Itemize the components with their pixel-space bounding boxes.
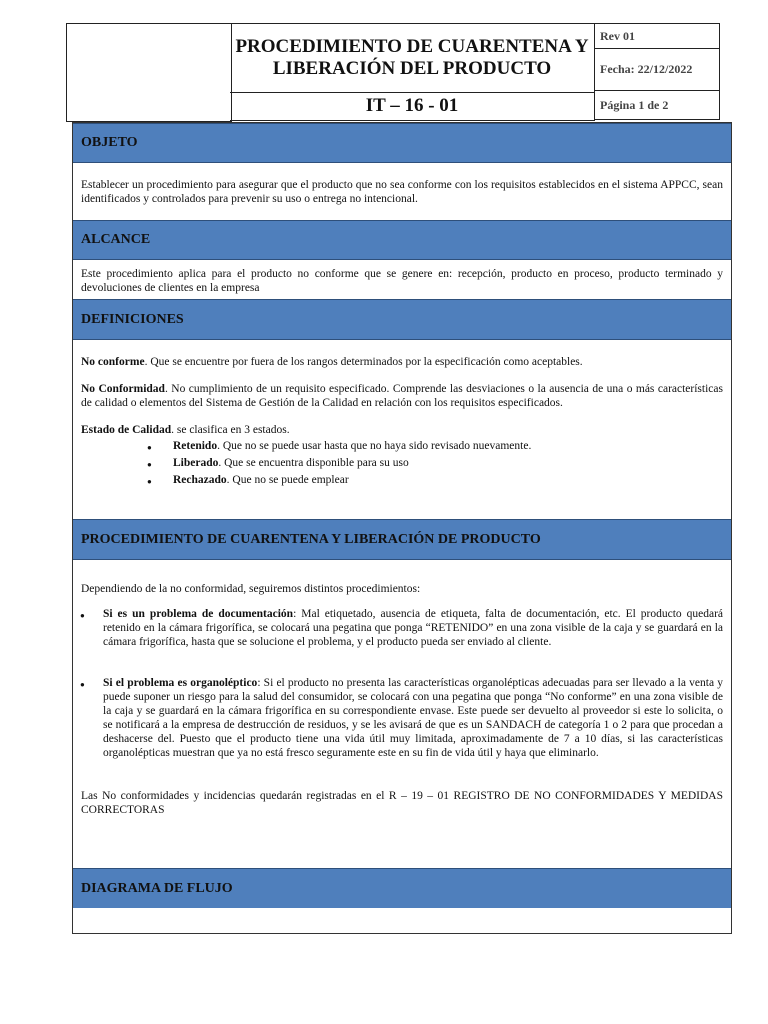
- list-item: [81, 473, 723, 490]
- estado-term: Liberado: [173, 457, 219, 469]
- section-heading-diagrama: DIAGRAMA DE FLUJO: [73, 868, 731, 908]
- estados-list: [81, 439, 723, 490]
- list-item: [81, 607, 723, 649]
- list-item: [81, 456, 723, 473]
- page-number-label: Página 1 de 2: [594, 91, 720, 120]
- document-code: IT – 16 - 01: [230, 91, 595, 121]
- section-heading-alcance: ALCANCE: [73, 220, 731, 260]
- procedimiento-intro: Dependiendo de la no conformidad, seguiremos distintos procedimientos:: [81, 583, 421, 595]
- section-heading-procedimiento: PROCEDIMIENTO DE CUARENTENA Y LIBERACIÓN DE PRODUCTO: [73, 519, 731, 560]
- def-no-conformidad-term: No Conformidad: [81, 383, 165, 395]
- def-estado-desc: . se clasifica en 3 estados.: [171, 424, 290, 436]
- def-estado-term: Estado de Calidad: [81, 424, 172, 436]
- alcance-text: [81, 267, 723, 295]
- revision-label: Rev 01: [594, 23, 720, 49]
- def-no-conformidad: [81, 382, 723, 410]
- document-title: PROCEDIMIENTO DE CUARENTENA Y LIBERACIÓN DEL PRODUCTO: [230, 23, 595, 93]
- def-no-conforme-term: No conforme: [81, 356, 145, 368]
- list-item: [81, 439, 723, 456]
- procedimiento-closing: Las No conformidades y incidencias quedarán registradas en el R – 19 – 01 REGISTRO DE NO CONFORMIDADES Y MEDIDAS CORRECTORAS: [81, 790, 723, 816]
- def-no-conforme: [81, 355, 723, 369]
- bullet-icon: ●: [147, 443, 152, 452]
- list-item: [81, 676, 723, 760]
- def-no-conforme-desc: . Que se encuentre por fuera de los rangos determinados por la especificación como aceptables.: [144, 356, 583, 368]
- estado-term: Rechazado: [173, 474, 227, 486]
- document-body: [72, 122, 732, 934]
- section-heading-definiciones: DEFINICIONES: [73, 299, 731, 340]
- item2-desc: : Si el producto no presenta las características organolépticas adecuadas para ser llevado a la venta y puede suponer un riesgo para la salud del consumidor, se colocará con una pegatina que ponga “No conforme” en una zona visible de la caja y se guardará en la cámara frigorífica en su correspondiente envase. Este puede ser devuelto al proveedor si este lo solicita, o se notificará a la empresa de destrucción de residuos, y se les avisará de que es un SANDACH de categoría 1 o 2 para que procedan a deshacerse del. Puesto que el producto tiene una vida útil muy limitada, aproximadamente de 7 a 10 días, si las características organolépticas muestran que ya no está fresco seguramente este en su fin de vida útil y haya que eliminarlo.: [103, 677, 723, 759]
- item2-term: Si el problema es organoléptico: [103, 677, 258, 689]
- logo-cell: [66, 23, 232, 122]
- bullet-icon: ●: [80, 680, 85, 689]
- definiciones-text: [81, 355, 723, 490]
- procedimiento-text: [81, 582, 723, 817]
- bullet-icon: ●: [147, 477, 152, 486]
- section-heading-objeto: OBJETO: [73, 123, 731, 163]
- estado-term: Retenido: [173, 440, 218, 452]
- procedimiento-list: [81, 607, 723, 760]
- estado-desc: . Que no se puede usar hasta que no haya sido revisado nuevamente.: [217, 440, 532, 452]
- def-estado: [81, 423, 723, 437]
- alcance-paragraph: Este procedimiento aplica para el producto no conforme que se genere en: recepción, producto en proceso, producto terminado y devoluciones de clientes en la empresa: [81, 268, 723, 294]
- estado-desc: . Que no se puede emplear: [226, 474, 349, 486]
- bullet-icon: ●: [147, 460, 152, 469]
- item1-desc: : Mal etiquetado, ausencia de etiqueta, falta de documentación, etc. El producto quedará retenido en la cámara frigorífica, se colocará una pegatina que ponga “RETENIDO” en una zona visible de la caja y se guardará en la cámara frigorífica, hasta que se solucione el problema, y el producto pueda ser enviado al cliente.: [103, 608, 724, 648]
- objeto-paragraph: Establecer un procedimiento para asegurar que el producto que no sea conforme con los requisitos establecidos en el sistema APPCC, sean identificados y controlados para prevenir su uso o entrega no intencional.: [81, 179, 723, 205]
- def-no-conformidad-desc: . No cumplimiento de un requisito especificado. Comprende las desviaciones o la ausencia de una o más características de calidad o elementos del Sistema de Gestión de la Calidad en relación con los requisitos especificados.: [81, 383, 723, 409]
- document-header: [66, 23, 722, 122]
- estado-desc: . Que se encuentra disponible para su uso: [218, 457, 409, 469]
- objeto-text: [81, 178, 723, 206]
- date-label: Fecha: 22/12/2022: [594, 49, 720, 91]
- bullet-icon: ●: [80, 611, 85, 620]
- item1-term: Si es un problema de documentación: [103, 608, 294, 620]
